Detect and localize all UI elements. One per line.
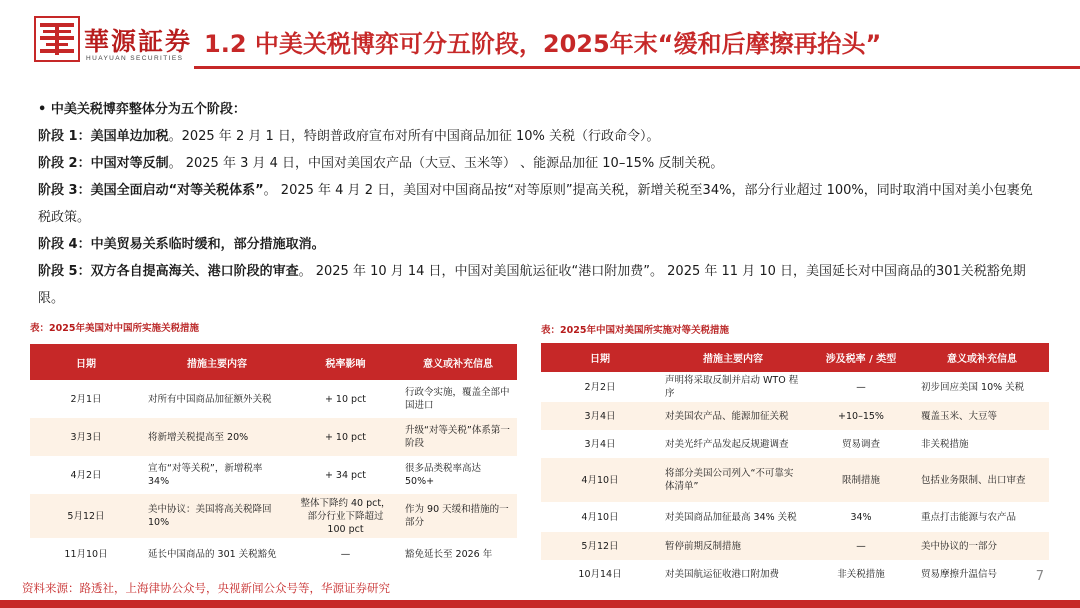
cell-note: 非关税措施 (915, 430, 1049, 458)
cell-measure: 美中协议：美国将高关税降回 10% (142, 494, 292, 538)
cell-note: 作为 90 天缓和措施的一部分 (399, 494, 517, 538)
cell-rate: — (807, 532, 915, 560)
table-header-row (541, 343, 1049, 372)
cn-table-caption: 表：2025年中国对美国所实施对等关税措施 (541, 325, 729, 336)
cell-measure: 声明将采取反制并启动 WTO 程序 (659, 372, 807, 402)
stage-detail: 。2025 年 2 月 1 日，特朗普政府宣布对所有中国商品加征 10% 关税（行政命令）。 (168, 129, 660, 144)
table-header-row (30, 344, 517, 380)
table-row (541, 372, 1049, 402)
stage-label: 阶段 4： (38, 237, 91, 252)
cell-measure: 将部分美国公司列入“不可靠实体清单” (659, 458, 807, 502)
stage-3 (38, 177, 1043, 231)
stage-detail: 。 2025 年 3 月 4 日，中国对美国农产品（大豆、玉米等） 、能源品加征 10–15% 反制关税。 (168, 156, 724, 171)
table-row (30, 456, 517, 494)
stage-headline: 双方各自提高海关、港口阶段的审查 (90, 264, 299, 279)
cell-note: 包括业务限制、出口审查 (915, 458, 1049, 502)
cell-note: 很多品类税率高达 50%+ (399, 456, 517, 494)
cell-date: 2月1日 (30, 380, 142, 418)
stage-headline: 中美贸易关系临时缓和，部分措施取消。 (90, 237, 325, 252)
cell-rate: — (292, 538, 399, 570)
cell-measure: 暂停前期反制措施 (659, 532, 807, 560)
footer-bar (0, 600, 1080, 608)
stage-4 (38, 231, 1043, 258)
stage-2 (38, 150, 1043, 177)
table-row (30, 494, 517, 538)
summary-lead: • 中美关税博弈整体分为五个阶段： (38, 102, 246, 117)
cell-date: 5月12日 (30, 494, 142, 538)
cell-measure: 对美国商品加征最高 34% 关税 (659, 502, 807, 532)
col-rate: 税率影响 (292, 344, 399, 380)
table-row (541, 458, 1049, 502)
cell-date: 5月12日 (541, 532, 659, 560)
cell-note: 贸易摩擦升温信号 (915, 560, 1049, 588)
cell-measure: 对美国农产品、能源加征关税 (659, 402, 807, 430)
slide-title: 1.2 中美关税博弈可分五阶段，2025年末“缓和后摩擦再抬头” (204, 30, 882, 58)
cell-date: 4月2日 (30, 456, 142, 494)
brand-name: 華源証券 (84, 27, 193, 56)
cell-measure: 将新增关税提高至 20% (142, 418, 292, 456)
stage-headline: 美国全面启动“对等关税体系” (90, 183, 264, 198)
cell-date: 3月4日 (541, 402, 659, 430)
cell-rate: + 10 pct (292, 418, 399, 456)
cell-note: 行政令实施，覆盖全部中国进口 (399, 380, 517, 418)
cell-measure: 对美国航运征收港口附加费 (659, 560, 807, 588)
cell-date: 2月2日 (541, 372, 659, 402)
col-date: 日期 (30, 344, 142, 380)
table-row (30, 418, 517, 456)
cell-measure: 宣布“对等关税”，新增税率 34% (142, 456, 292, 494)
cell-rate: 贸易调查 (807, 430, 915, 458)
cell-date: 4月10日 (541, 502, 659, 532)
cell-rate: 非关税措施 (807, 560, 915, 588)
stage-headline: 美国单边加税 (90, 129, 169, 144)
cell-measure: 延长中国商品的 301 关税豁免 (142, 538, 292, 570)
us-table-caption: 表：2025年美国对中国所实施关税措施 (30, 323, 199, 334)
stage-detail: 。 2025 年 4 月 2 日，美国对中国商品按“对等原则”提高关税，新增关税至34%，部分行业超过 100%，同时取消中国对美小包裹免税政策。 (38, 183, 1033, 225)
cell-rate: + 10 pct (292, 380, 399, 418)
col-date: 日期 (541, 343, 659, 372)
cell-note: 升级“对等关税”体系第一阶段 (399, 418, 517, 456)
cell-rate: 限制措施 (807, 458, 915, 502)
table-row (30, 538, 517, 570)
cell-note: 豁免延长至 2026 年 (399, 538, 517, 570)
source-note: 资料来源：路透社，上海律协公众号，央视新闻公众号等，华源证券研究 (22, 581, 390, 595)
stage-label: 阶段 5： (38, 264, 91, 279)
stage-detail: 。 2025 年 10 月 14 日，中国对美国航运征收“港口附加费”。 2025 年 11 月 10 日，美国延长对中国商品的301关税豁免期限。 (38, 264, 1026, 306)
cell-date: 4月10日 (541, 458, 659, 502)
cell-date: 11月10日 (30, 538, 142, 570)
huayuan-logo-icon (34, 16, 80, 62)
slide-header (0, 0, 1080, 72)
cell-rate: +10–15% (807, 402, 915, 430)
stage-headline: 中国对等反制 (90, 156, 169, 171)
table-row (541, 502, 1049, 532)
stage-5 (38, 258, 1043, 312)
cell-measure: 对所有中国商品加征额外关税 (142, 380, 292, 418)
stage-label: 阶段 3： (38, 183, 91, 198)
cell-date: 3月3日 (30, 418, 142, 456)
table-row (541, 430, 1049, 458)
stage-1 (38, 123, 1043, 150)
cell-note: 重点打击能源与农产品 (915, 502, 1049, 532)
cell-rate: 整体下降约 40 pct，部分行业下降超过 100 pct (292, 494, 399, 538)
table-row (541, 532, 1049, 560)
stage-label: 阶段 2： (38, 156, 91, 171)
cell-note: 美中协议的一部分 (915, 532, 1049, 560)
cell-measure: 对美光纤产品发起反规避调查 (659, 430, 807, 458)
cn-tariff-table (541, 343, 1049, 588)
cell-rate: — (807, 372, 915, 402)
stage-label: 阶段 1： (38, 129, 91, 144)
table-row (30, 380, 517, 418)
cell-rate: 34% (807, 502, 915, 532)
col-measure: 措施主要内容 (142, 344, 292, 380)
cell-rate: + 34 pct (292, 456, 399, 494)
cell-date: 3月4日 (541, 430, 659, 458)
col-note: 意义或补充信息 (915, 343, 1049, 372)
stage-summary (38, 96, 1043, 312)
cell-note: 初步回应美国 10% 关税 (915, 372, 1049, 402)
cell-note: 覆盖玉米、大豆等 (915, 402, 1049, 430)
table-row (541, 402, 1049, 430)
col-rate-type: 涉及税率 / 类型 (807, 343, 915, 372)
cell-date: 10月14日 (541, 560, 659, 588)
brand-name-en: HUAYUAN SECURITIES (86, 55, 184, 62)
table-row (541, 560, 1049, 588)
col-measure: 措施主要内容 (659, 343, 807, 372)
us-tariff-table (30, 344, 517, 570)
header-divider (194, 66, 1080, 69)
page-number: 7 (1035, 569, 1044, 584)
col-note: 意义或补充信息 (399, 344, 517, 380)
